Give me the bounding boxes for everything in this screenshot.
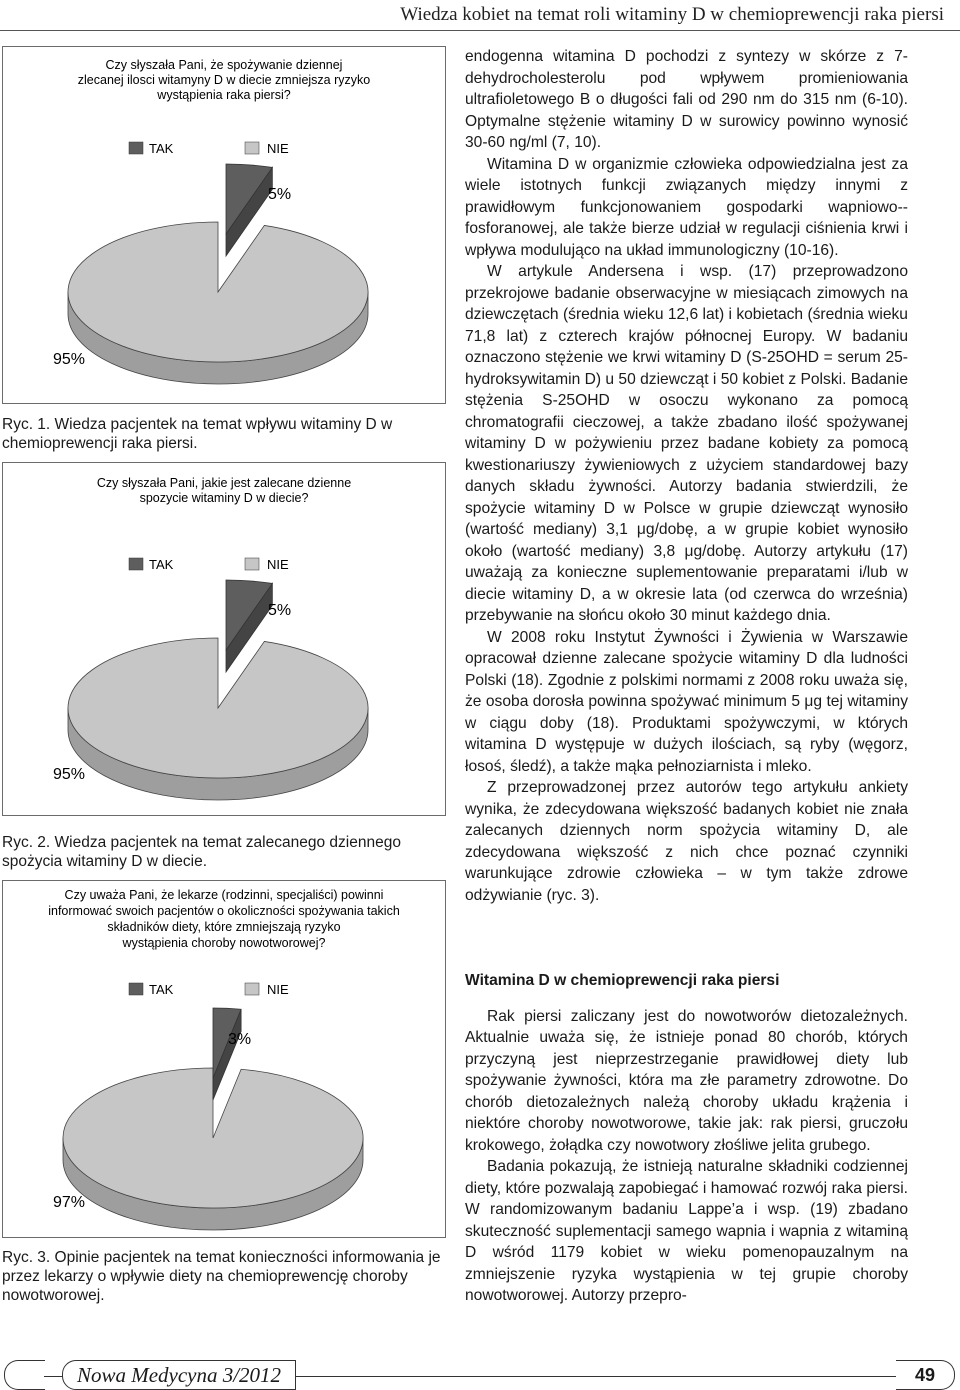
footer-bracket — [4, 1360, 45, 1390]
figure-3-question-line-2: informować swoich pacjentów o okoliczności spożywania takich — [48, 904, 400, 918]
figure-2-svg — [3, 463, 445, 815]
figure-3-caption: Ryc. 3. Opinie pacjentek na temat konieczności informowania je przez lekarzy o wpływie diety na chemioprewencję choroby nowotworowej. — [2, 1249, 441, 1304]
figure-1-legend-swatch-nie — [245, 142, 259, 154]
paragraph-4: W 2008 roku Instytut Żywności i Żywienia w Warszawie opracował dzienne zalecane spożycie witaminy D dla ludności Polski (18). Zgodnie z polskimi normami z 2008 roku uważa się, że osoba dorosła powinna spożywać minimum 5 μg tej witaminy w ciągu doby (18). Produktami spożywczymi, w których witamina D występuje w dużych ilościach, są ryby (węgorz, łosoś, śledź), a także mąka pełnoziarnista i mleko. — [465, 628, 908, 775]
figure-1-legend-nie: NIE — [267, 141, 289, 156]
body-text-lower — [465, 970, 908, 1307]
footer-rule-left — [44, 1376, 64, 1377]
figure-2-pie — [68, 580, 368, 800]
paragraph-2: Witamina D w organizmie człowieka odpowiedzialna jest za wiele istotnych funkcji związanych między innymi z prawidłowym funkcjonowaniem gospodarki wapniowo--fosforanowej, ale także bierze udział w regulacji ciśnienia krwi i wpływa modulująco na układ immunologiczny (10-16). — [465, 155, 908, 259]
figure-1-label-small: 5% — [268, 186, 292, 203]
figure-1-legend-swatch-tak — [129, 142, 143, 154]
journal-name: Nowa Medycyna 3/2012 — [62, 1360, 296, 1390]
figure-3-chart — [2, 880, 446, 1238]
body-text-upper — [465, 46, 908, 906]
figure-1-question-line-2: zlecanej ilosci witamyny D w diecie zmniejsza ryzyko — [77, 73, 371, 87]
figure-2-legend-tak: TAK — [149, 557, 174, 572]
figure-3-question-line-3: składników diety, które zmniejszają ryzyko — [107, 920, 341, 934]
pie-slice-nie — [68, 222, 368, 362]
figure-2-legend-nie: NIE — [267, 557, 289, 572]
figure-3-label-small: 3% — [228, 1031, 252, 1048]
pie-slice-nie — [68, 638, 368, 778]
figure-2-caption: Ryc. 2. Wiedza pacjentek na temat zalecanego dziennego spożycia witaminy D w diecie. — [2, 834, 401, 870]
figure-2-chart — [2, 462, 446, 816]
figure-1-question-line-1: Czy słyszała Pani, że spożywanie dziennej — [105, 58, 343, 72]
running-title: Wiedza kobiet na temat roli witaminy D w chemioprewencji raka piersi — [400, 4, 944, 25]
figure-1-legend-tak: TAK — [149, 141, 174, 156]
figure-1-chart — [2, 46, 446, 404]
figure-1-svg — [3, 47, 445, 403]
paragraph-3: W artykule Andersena i wsp. (17) przeprowadzono przekrojowe badanie obserwacyjne w miesiącach zimowych na dziewczętach (średnia wieku 12,6 lat) i kobietach (średnia wieku 71,8 lat) z czterech krajów północnej Europy. W badaniu oznaczono stężenie we krwi witaminy D (S-25OHD = serum 25-hydroksywitamin D) u 50 dziewcząt i 50 kobiet z Polski. Badanie stężenia S-25OHD w osoczu wykonano za pomocą chromatografii cieczowej, a także zbadano ilość spożywanej witaminy D w pożywieniu przez badane kobiety za pomocą kwestionariuszy żywieniowych z użyciem standardowej bazy danych składu żywności. Autorzy badania stwierdzili, że spożycie witaminy D w Polsce w grupie dziewcząt wynosiło (wartość mediany) 3,1 μg/dobę, a w grupie kobiet wynosiło około (wartość mediany) 3,8 μg/dobę. Autorzy artykułu (17) uważają za konieczne suplementowanie preparatami i/lub w diecie witaminy D, a w okresie lata (od czerwca do września) przebywanie na słońcu około 30 minut każdego dnia. — [465, 263, 908, 624]
figure-3-legend-swatch-tak — [129, 983, 143, 995]
figure-3-legend-tak: TAK — [149, 982, 174, 997]
figure-1-pie — [68, 164, 368, 384]
figure-1-label-large: 95% — [53, 351, 86, 368]
figure-2-legend-swatch-nie — [245, 558, 259, 570]
paragraph-1: endogenna witamina D pochodzi z syntezy w skórze z 7-dehydrocholesterolu pod wpływem promieniowania ultrafioletowego B o długości fali od 290 nm do 315 nm (6-10). Optymalne stężenie witaminy D w surowicy powinno wynosić 30-60 ng/ml (7, 10). — [465, 48, 908, 151]
figure-1-question-line-3: wystąpienia raka piersi? — [157, 88, 291, 102]
figure-2-label-large: 95% — [53, 766, 86, 783]
figure-2-legend-swatch-tak — [129, 558, 143, 570]
figure-2-question-line-1: Czy słyszała Pani, jakie jest zalecane dzienne — [96, 476, 352, 490]
figure-2-label-small: 5% — [268, 602, 292, 619]
figure-3-question-line-4: wystąpienia choroby nowotworowej? — [122, 936, 326, 950]
figure-3-svg — [3, 881, 445, 1237]
paragraph-7: Badania pokazują, że istnieją naturalne składniki codziennej diety, które pozwalają zapobiegać i hamować rozwój raka piersi. W randomizowanym badaniu Lappe’a i wsp. (19) zbadano skuteczność suplementacji samego wapnia i wapnia z witaminą D wśród 1179 kobiet w wieku pomenopauzalnym na zmniejszenie ryzyka wystąpienia w tej grupie choroby nowotworowej. Autorzy przepro- — [465, 1158, 908, 1304]
figure-3-legend-swatch-nie — [245, 983, 259, 995]
figure-3-label-large: 97% — [53, 1194, 86, 1211]
paragraph-5: Z przeprowadzonej przez autorów tego artykułu ankiety wynika, że zdecydowana większość badanych kobiet nie znała zalecanych dziennych norm spożycia witaminy D, ale zdecydowana większość z nich chce poznać czynniki warunkujące zdrowie człowieka – w tym także zdrowe odżywianie (ryc. 3). — [465, 779, 908, 904]
footer-rule-right — [294, 1376, 896, 1377]
paragraph-6: Rak piersi zaliczany jest do nowotworów dietozależnych. Aktualnie uważa się, że istnieje ponad 80 chorób, których przyczyną jest nieprzestrzeganie prawidłowej diety lub spożywanie żywności, która ma złe parametry zdrowotne. Do chorób dietozależnych należą choroby układu krążenia i niektóre choroby nowotworowe, takie jak: rak piersi, gruczołu krokowego, żołądka czy nowotwory złośliwe jelita grubego. — [465, 1007, 908, 1154]
figure-3-legend-nie: NIE — [267, 982, 289, 997]
section-heading: Witamina D w chemioprewencji raka piersi — [465, 972, 780, 989]
figure-3-pie — [63, 1008, 363, 1230]
figure-2-question-line-2: spozycie witaminy D w diecie? — [139, 491, 309, 505]
figure-3-question-line-1: Czy uważa Pani, że lekarze (rodzinni, specjaliści) powinni — [64, 888, 384, 902]
header-rule — [0, 30, 960, 31]
figure-1-caption: Ryc. 1. Wiedza pacjentek na temat wpływu witaminy D w chemioprewencji raka piersi. — [2, 416, 393, 452]
page-number: 49 — [896, 1360, 955, 1390]
